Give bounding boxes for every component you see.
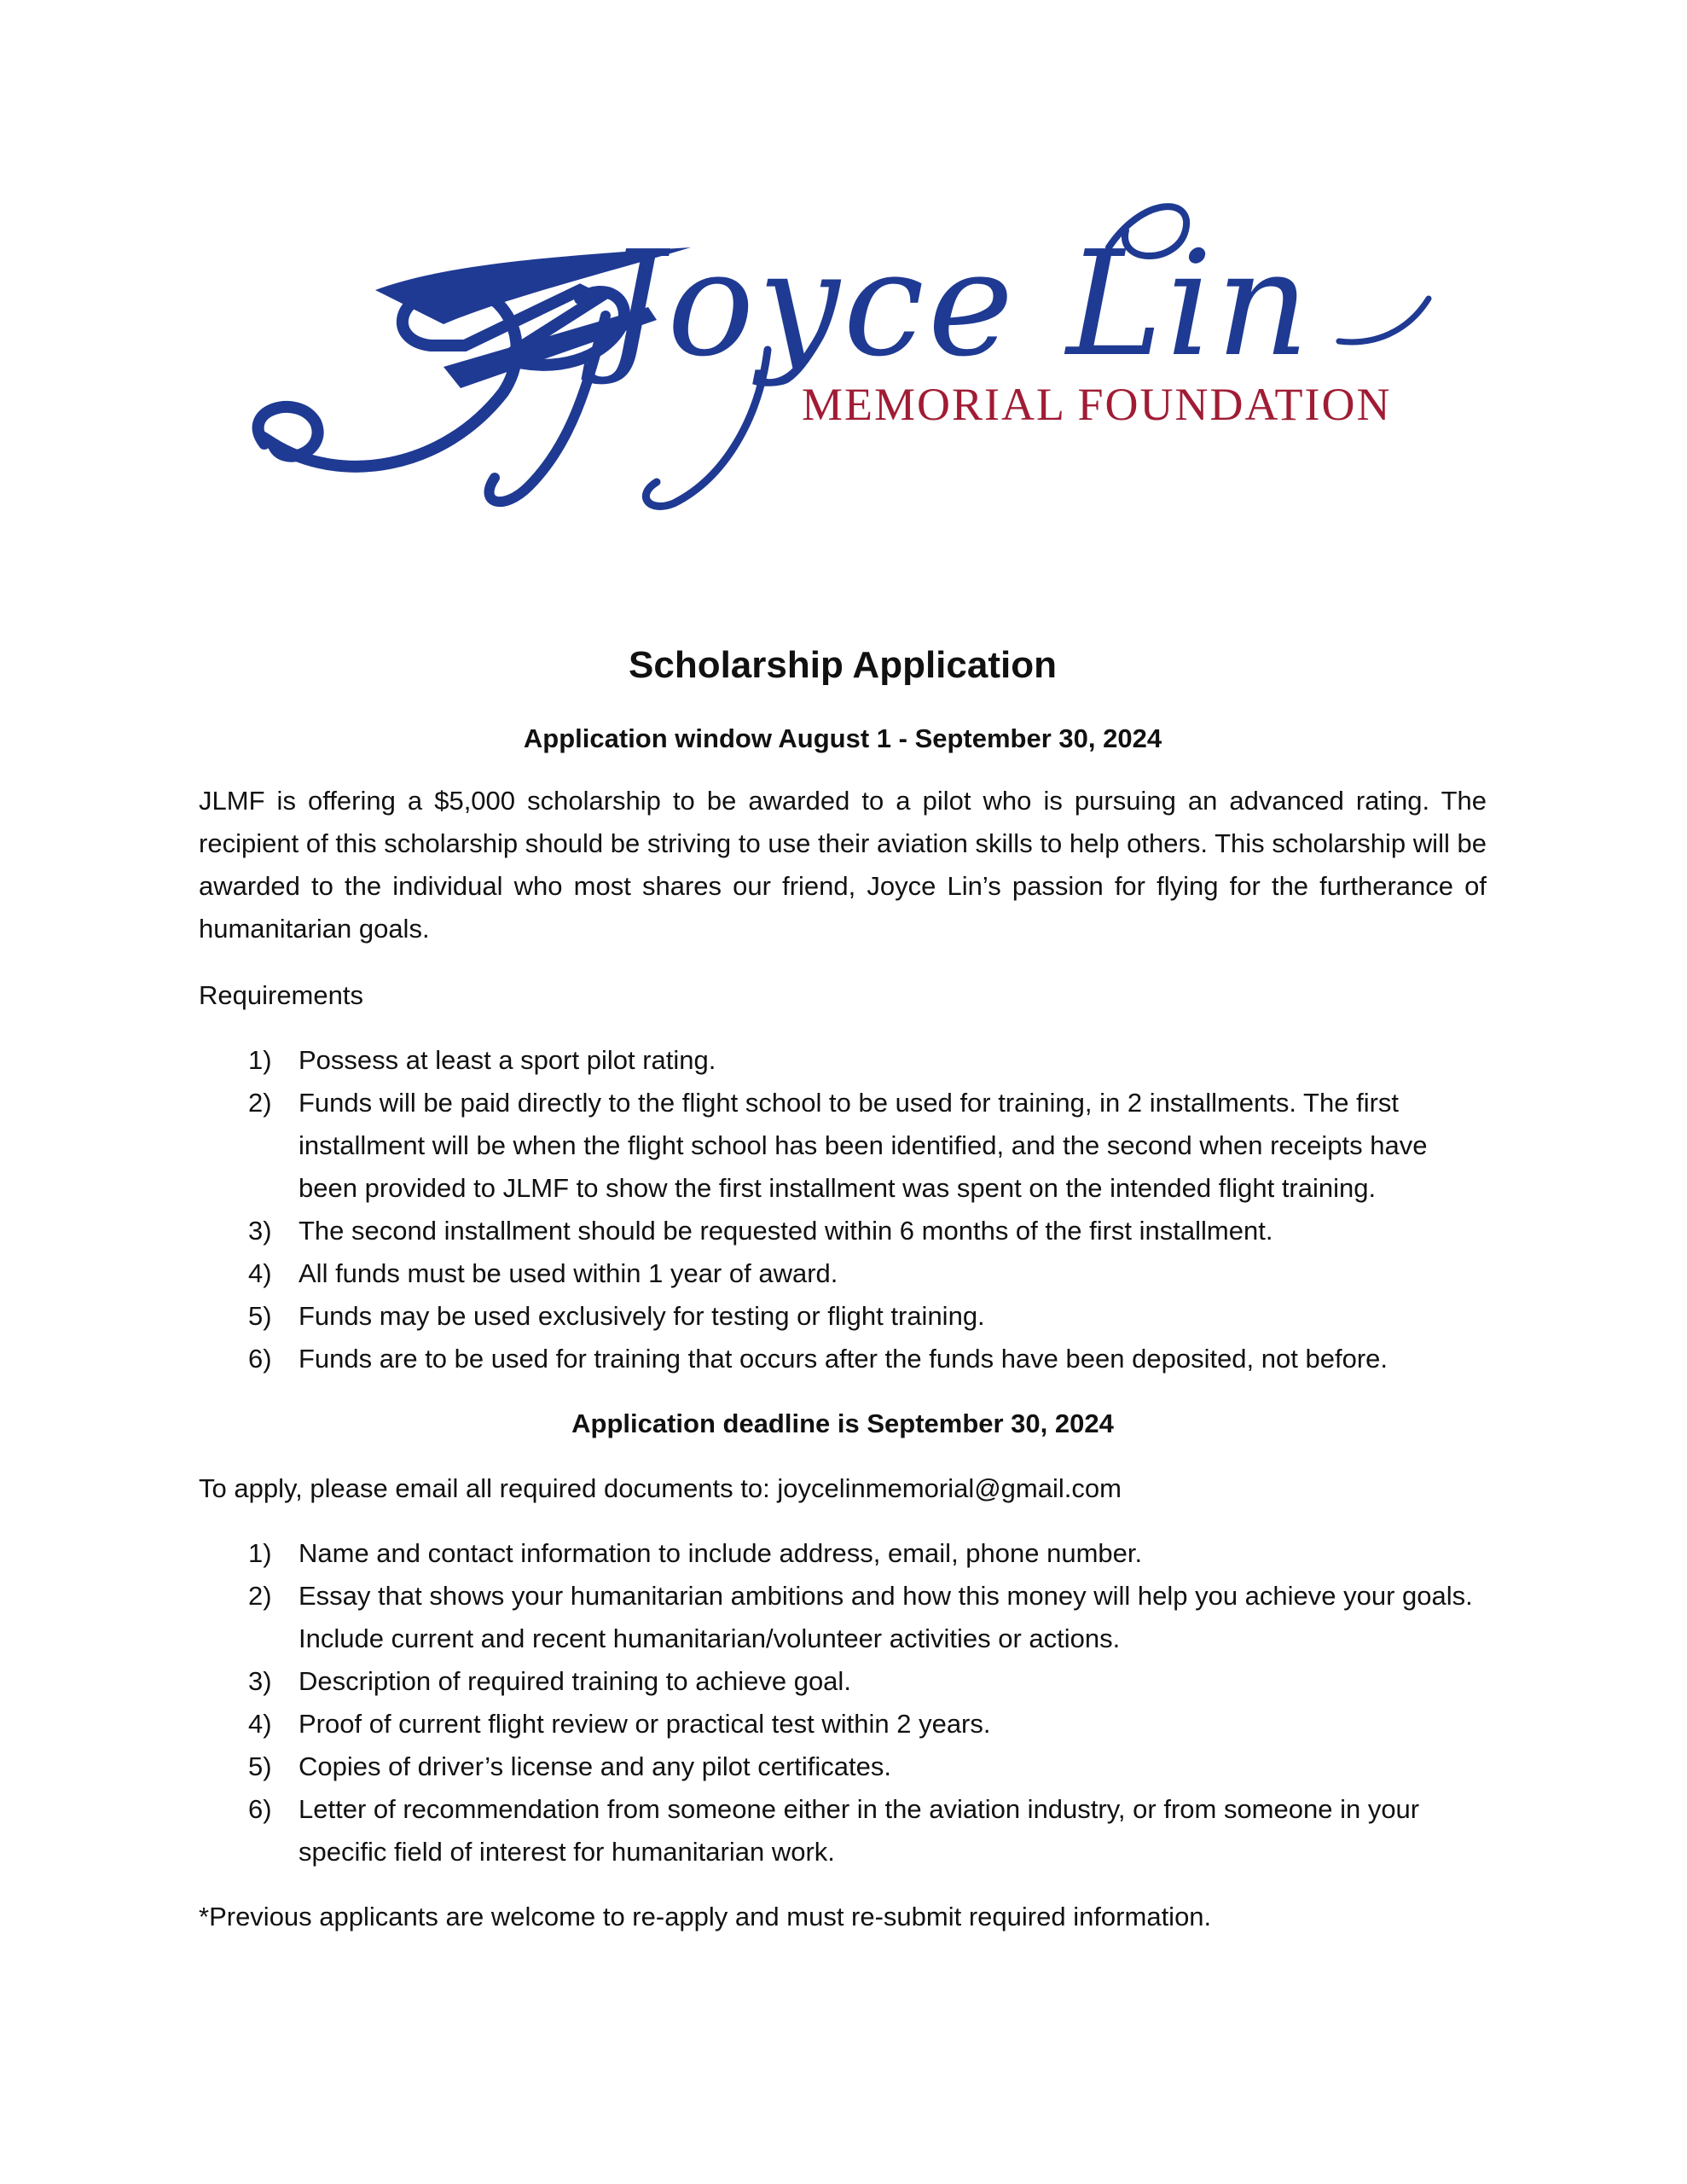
apply-instructions: To apply, please email all required documents to: joycelinmemorial@gmail.com [199,1473,1122,1503]
list-item: 2) Essay that shows your humanitarian ambitions and how this money will help you achieve your goals. Include current and recent humanitarian/volunteer activities or actions. [248,1581,1473,1653]
application-deadline: Application deadline is September 30, 2024 [571,1409,1114,1438]
logo-artwork [247,196,1433,529]
list-item: 2) Funds will be paid directly to the flight school to be used for training, in 2 installments. The first installment will be when the flight school has been identified, and the second when receipts have been provided to JLMF to show the first installment was spent on the intended flight training. [248,1088,1428,1203]
list-item: 5) Funds may be used exclusively for testing or flight training. [248,1301,985,1331]
application-window: Application window August 1 - September 30, 2024 [523,723,1162,753]
list-item: 6) Letter of recommendation from someone either in the aviation industry, or from someone in your specific field of interest for humanitarian work. [248,1794,1420,1867]
contact-email-link[interactable]: joycelinmemorial@gmail.com [777,1473,1122,1503]
documents-list [199,1532,1487,1873]
logo-subtitle: MEMORIAL FOUNDATION [802,379,1392,430]
list-item: 4) All funds must be used within 1 year of award. [248,1258,838,1288]
list-item: 5) Copies of driver’s license and any pilot certificates. [248,1751,891,1781]
application-content [199,640,1487,1938]
list-item: 3) Description of required training to achieve goal. [248,1666,851,1696]
logo-script-name: Joyce Lin [606,220,1313,389]
list-item: 1) Name and contact information to include address, email, phone number. [248,1538,1143,1568]
requirements-list [199,1039,1487,1380]
list-item: 6) Funds are to be used for training that occurs after the funds have been deposited, not before. [248,1344,1388,1374]
requirements-heading: Requirements [199,980,363,1010]
intro-paragraph: JLMF is offering a $5,000 scholarship to be awarded to a pilot who is pursuing an advanced rating. The recipient of this scholarship should be striving to use their aviation skills to help others. This scholarship will be awarded to the individual who most shares our friend, Joyce Lin’s passion for flying for the furtherance of humanitarian goals. [199,786,1487,944]
n-tail [1339,299,1429,342]
list-item: 3) The second installment should be requested within 6 months of the first installment. [248,1216,1273,1246]
footnote: *Previous applicants are welcome to re-apply and must re-submit required information. [199,1902,1212,1931]
list-item: 4) Proof of current flight review or practical test within 2 years. [248,1709,991,1739]
foundation-logo [247,196,1433,529]
list-item: 1) Possess at least a sport pilot rating. [248,1045,716,1075]
page-title: Scholarship Application [629,644,1057,686]
